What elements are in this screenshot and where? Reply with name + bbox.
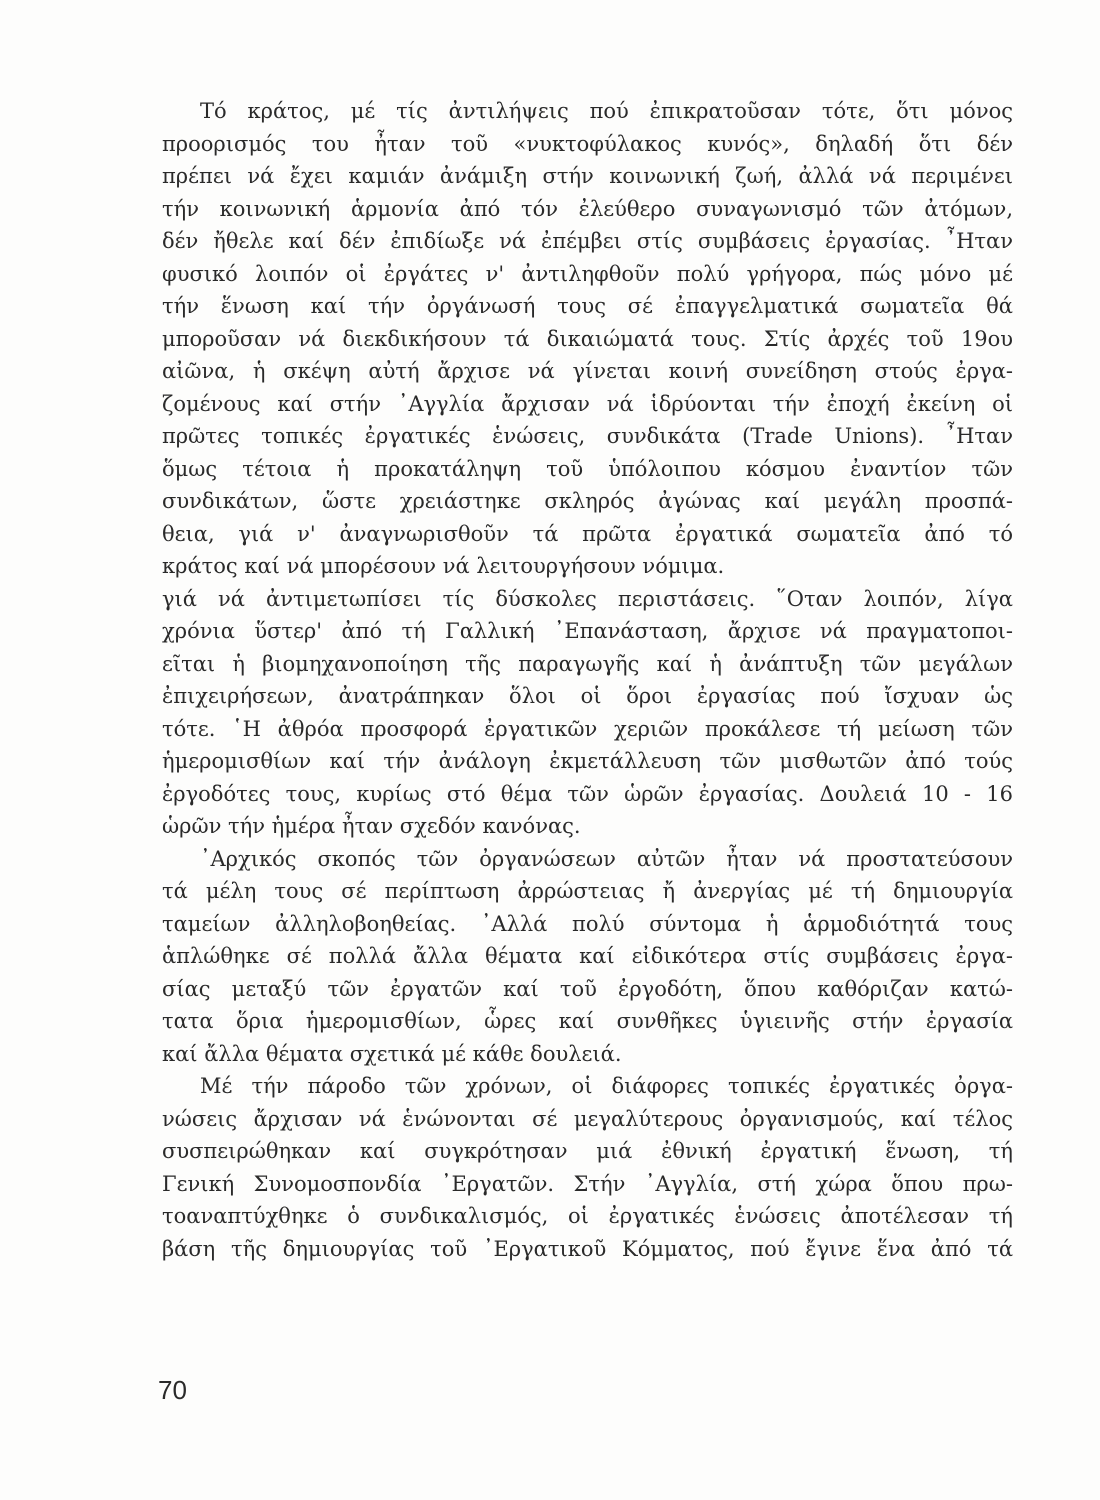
text-line: εῖται ἡ βιομηχανοποίηση τῆς παραγωγῆς καί ἡ ἀνάπτυξη τῶν μεγάλων	[162, 651, 1013, 676]
text-line: τήν ἕνωση καί τήν ὀργάνωσή τους σέ ἐπαγγελματικά σωματεῖα θά	[162, 294, 1013, 318]
text-line: συνδικάτων, ὥστε χρειάστηκε σκληρός ἀγώνας καί μεγάλη προσπά-	[162, 489, 1013, 513]
text-line: Μέ τήν πάροδο τῶν χρόνων, οἱ διάφορες τοπικές ἐργατικές ὀργα-	[200, 1074, 1013, 1098]
text-line: γιά νά ἀντιμετωπίσει τίς δύσκολες περιστάσεις. ῞Οταν λοιπόν, λίγα	[162, 586, 1013, 611]
text-line: ἐργοδότες τους, κυρίως στό θέμα τῶν ὡρῶν ἐργασίας. Δουλειά 10 - 16	[162, 781, 1013, 806]
text-line: καί ἄλλα θέματα σχετικά μέ κάθε δουλειά.	[162, 1041, 622, 1066]
text-line: δέν ἤθελε καί δέν ἐπιδίωξε νά ἐπέμβει στίς συμβάσεις ἐργασίας. ῏Ηταν	[162, 229, 1013, 253]
text-line: ὡρῶν τήν ἡμέρα ἦταν σχεδόν κανόνας.	[162, 814, 581, 838]
text-line: νώσεις ἄρχισαν νά ἑνώνονται σέ μεγαλύτερους ὀργανισμούς, καί τέλος	[162, 1106, 1013, 1131]
text-line: αἰῶνα, ἡ σκέψη αὐτή ἄρχισε νά γίνεται κοινή συνείδηση στούς ἐργα-	[162, 359, 1013, 383]
paragraph	[162, 1070, 1013, 1265]
text-line: ἐπιχειρήσεων, ἀνατράπηκαν ὅλοι οἱ ὅροι ἐργασίας πού ἴσχυαν ὡς	[162, 684, 1013, 708]
text-line: ἡμερομισθίων καί τήν ἀνάλογη ἐκμετάλλευση τῶν μισθωτῶν ἀπό τούς	[162, 749, 1013, 773]
page-number: 70	[158, 1375, 187, 1405]
text-line: χρόνια ὕστερ' ἀπό τή Γαλλική ᾽Επανάσταση, ἄρχισε νά πραγματοποι-	[162, 619, 1013, 643]
text-line: θεια, γιά ν' ἀναγνωρισθοῦν τά πρῶτα ἐργατικά σωματεῖα ἀπό τό	[162, 521, 1013, 546]
text-line: μποροῦσαν νά διεκδικήσουν τά δικαιώματά τους. Στίς ἀρχές τοῦ 19ου	[162, 326, 1013, 351]
text-line: βάση τῆς δημιουργίας τοῦ ᾽Εργατικοῦ Κόμματος, πού ἔγινε ἕνα ἀπό τά	[162, 1236, 1013, 1261]
text-line: προορισμός του ἦταν τοῦ «νυκτοφύλακος κυνός», δηλαδή ὅτι δέν	[162, 131, 1013, 156]
text-line: συσπειρώθηκαν καί συγκρότησαν μιά ἐθνική ἐργατική ἕνωση, τή	[162, 1139, 1013, 1163]
paragraph	[162, 843, 1013, 1071]
text-line: τατα ὅρια ἡμερομισθίων, ὧρες καί συνθῆκες ὑγιεινῆς στήν ἐργασία	[162, 1009, 1013, 1033]
text-line: σίας μεταξύ τῶν ἐργατῶν καί τοῦ ἐργοδότη, ὅπου καθόριζαν κατώ-	[162, 976, 1013, 1001]
text-line: τά μέλη τους σέ περίπτωση ἀρρώστειας ἤ ἀνεργίας μέ τή δημιουργία	[162, 879, 1013, 903]
text-line: πρέπει νά ἔχει καμιάν ἀνάμιξη στήν κοινωνική ζωή, ἀλλά νά περιμένει	[162, 164, 1013, 188]
text-line: τήν κοινωνική ἁρμονία ἀπό τόν ἐλεύθερο συναγωνισμό τῶν ἀτόμων,	[162, 196, 1013, 221]
text-line: κράτος καί νά μπορέσουν νά λειτουργήσουν νόμιμα.	[162, 554, 725, 578]
text-line: φυσικό λοιπόν οἱ ἐργάτες ν' ἀντιληφθοῦν πολύ γρήγορα, πώς μόνο μέ	[162, 261, 1013, 286]
text-line: πρῶτες τοπικές ἐργατικές ἑνώσεις, συνδικάτα (Trade Unions). ῏Ηταν	[162, 424, 1013, 448]
text-line: Τό κράτος, μέ τίς ἀντιλήψεις πού ἐπικρατοῦσαν τότε, ὅτι μόνος	[200, 99, 1013, 123]
paragraph	[162, 95, 1013, 583]
text-line: τότε. ῾Η ἀθρόα προσφορά ἐργατικῶν χεριῶν προκάλεσε τή μείωση τῶν	[162, 716, 1013, 741]
text-line: τοαναπτύχθηκε ὁ συνδικαλισμός, οἱ ἐργατικές ἑνώσεις ἀποτέλεσαν τή	[162, 1204, 1013, 1228]
paragraph	[162, 583, 1013, 843]
text-line: ταμείων ἀλληλοβοηθείας. ᾽Αλλά πολύ σύντομα ἡ ἁρμοδιότητά τους	[162, 911, 1013, 936]
body-text	[162, 95, 1013, 1265]
text-line: ὅμως τέτοια ἡ προκατάληψη τοῦ ὑπόλοιπου κόσμου ἐναντίον τῶν	[162, 456, 1013, 481]
text-line: Γενική Συνομοσπονδία ᾽Εργατῶν. Στήν ᾽Αγγλία, στή χώρα ὅπου πρω-	[162, 1171, 1013, 1196]
text-line: ἁπλώθηκε σέ πολλά ἄλλα θέματα καί εἰδικότερα στίς συμβάσεις ἐργα-	[162, 944, 1013, 968]
text-line: ᾽Αρχικός σκοπός τῶν ὀργανώσεων αὐτῶν ἦταν νά προστατεύσουν	[200, 846, 1013, 871]
text-line: ζομένους καί στήν ᾽Αγγλία ἄρχισαν νά ἱδρύονται τήν ἐποχή ἐκείνη οἱ	[162, 391, 1013, 416]
